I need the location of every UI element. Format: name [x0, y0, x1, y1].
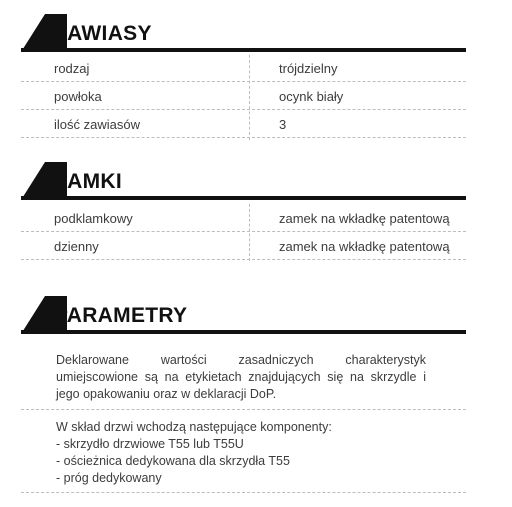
list-divider — [21, 492, 466, 493]
section-title: ZAWIASY — [54, 22, 152, 45]
paragraph-divider — [21, 409, 466, 410]
section-title: ZAMKI — [54, 170, 122, 193]
list-item: - ościeżnica dedykowana dla skrzydła T55 — [56, 454, 290, 468]
row-label: podklamkowy — [54, 211, 133, 226]
section-header-parametry — [21, 296, 466, 334]
section-title: PARAMETRY — [54, 304, 188, 327]
row-label: powłoka — [54, 89, 102, 104]
header-rule — [21, 196, 466, 200]
list-item: - skrzydło drzwiowe T55 lub T55U — [56, 437, 244, 451]
declaration-text: Deklarowane wartości zasadniczych charakterystyk umiejscowione są na etykietach znajdujących się na skrzydle i jego opakowaniu oraz w deklaracji DoP. — [56, 353, 426, 401]
table-row — [21, 84, 466, 110]
row-label: ilość zawiasów — [54, 117, 140, 132]
row-label: rodzaj — [54, 61, 90, 76]
table-row — [21, 112, 466, 138]
section-header-zawiasy — [21, 14, 466, 52]
row-label: dzienny — [54, 239, 99, 254]
table-row — [21, 56, 466, 82]
list-item: - próg dedykowany — [56, 471, 162, 485]
row-value: zamek na wkładkę patentową — [279, 211, 450, 226]
components-intro: W skład drzwi wchodzą następujące komponenty: — [56, 420, 332, 434]
table-row — [21, 234, 466, 260]
row-value: trójdzielny — [279, 61, 338, 76]
header-rule — [21, 48, 466, 52]
row-value: ocynk biały — [279, 89, 344, 104]
row-value: 3 — [279, 117, 287, 132]
row-value: zamek na wkładkę patentową — [279, 239, 450, 254]
header-rule — [21, 330, 466, 334]
table-row — [21, 206, 466, 232]
section-header-zamki — [21, 162, 466, 200]
declaration-paragraph — [56, 352, 426, 403]
components-list — [56, 419, 426, 487]
